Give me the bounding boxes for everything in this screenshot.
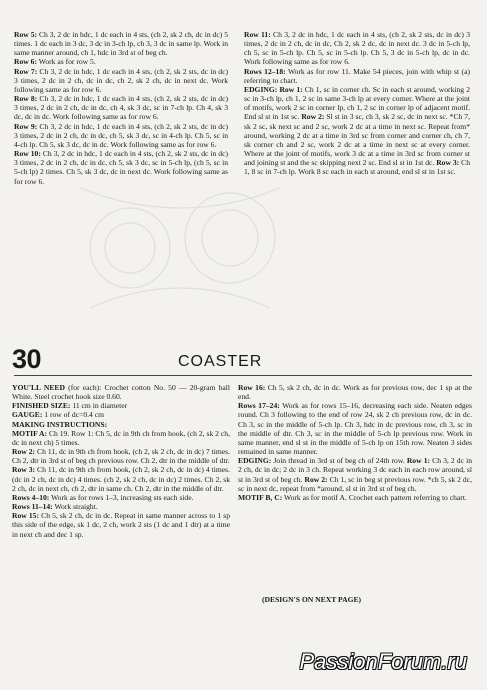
step-label: Row 7: (14, 66, 38, 76)
step-text: Ch 1, 8 sc in 7-ch lp. Work 8 sc each in each st around, end sl st in 1st sc. (244, 158, 470, 177)
instruction-paragraph (12, 511, 230, 538)
step-text: Ch 11, dc in 9th ch from hook, (ch 2, sk 2 ch, dc in dc) 7 times. Ch 2, dtr in 3rd st of beg ch previous row. Ch 2, dtr in the middle of dtr. (12, 447, 230, 466)
step-text: Ch 3, 2 dc in hdc, 1 dc each in 4 sts, (ch 2, sk 2 sts, dc in dc) 3 times, 2 dc in 2 ch, dc in dc, ch 5, sk 3 dc, sc in 4-ch lp. Ch 5, sc in 4-ch lp. Ch 5, sk 3 dc, dc in dc. Work following same as for row 6. (14, 121, 228, 149)
instruction-paragraph (238, 401, 472, 456)
instruction-paragraph (12, 493, 230, 502)
step-label: MAKING INSTRUCTIONS: (12, 419, 108, 429)
step-label: Row 10: (14, 149, 41, 159)
step-label: Row 11: (244, 30, 271, 39)
step-text: Ch 1, sc in corner ch. Sc in each st around, working 2 sc in 3-ch lp, ch 1, 2 sc in same 3-ch lp at every corner. Where at the joint of motifs, work 2 sc in corner lp, ch 1, 2 sc in corner lp of adjacent motif. End sl st in 1st sc. (244, 84, 470, 122)
step-text: Ch 5, sk 2 ch, dc in dc. Repeat in same manner across to 1 sp this side of the edge, sk 1 dc, 2 ch, work 2 sts (1 dc and 1 dtr) at a time in next ch and dec 1 sp. (12, 511, 230, 539)
step-label: Row 6: (14, 57, 37, 67)
step-text: Ch 3, 2 dc in hdc, 1 dc each in 4 sts, (ch 2, sk 2 sts, dc in dc) 3 times, 2 dc in 2 ch, dc in dc, Ch 2, sk 2 dc, dc in next dc. 3 dc in 5-ch lp, ch 5, sc in 5-ch lp. Ch 5, sc in 5-ch lp. Ch 5, 3 dc in 5-ch lp, dc in dc. Work following same as for row 6. (244, 30, 470, 67)
step-label: MOTIF B, C: (238, 492, 283, 502)
step-label: Row 3: (436, 158, 460, 168)
step-text: Work as for rows 1–3, increasing sts each side. (49, 492, 194, 502)
next-page-note: (DESIGN'S ON NEXT PAGE) (262, 595, 362, 604)
bottom-right-column (238, 383, 472, 502)
instruction-paragraph (12, 465, 230, 492)
step-text: Work straight. (52, 502, 98, 512)
instruction-paragraph (244, 67, 470, 85)
step-label: FINISHED SIZE: (12, 401, 71, 411)
instruction-paragraph (12, 410, 230, 419)
instruction-paragraph (238, 493, 472, 502)
step-text: Ch 3, 2 dc in hdc, 1 dc each in 4 sts, (ch 2, sk 2 ch, dc in dc) 5 times. 1 dc each in 3 dc, 3 dc in 3-ch lp, ch 3, 3 dc in same lp. Work in same manner around, ch 1, hdc in 3rd st of beg ch. (14, 30, 228, 58)
step-text: Sl st in 3 sc, ch 3, sk 2 sc, dc in next sc. *Ch 7, sk 2 sc, sk next sc and 2 sc, work 2 dc at a time in next sc. Repeat from* around, working 2 dc at a time in 3rd sc from corner and corner ch, ch 7, sk corner ch and 2 sc, work 2 dc at a time in next sc at every corner. Where at the joint of motifs, work 3 dc at a time in 3rd sc from corner st and joining st and the sc skipping next 2 sc. End sl st in 1st dc. (244, 112, 471, 168)
step-label: Row 1: (406, 456, 431, 466)
instruction-paragraph (244, 30, 470, 67)
step-text: Work as for rows 15–16, decreasing each side. Neaten edges round. Ch 3 following to the end of row 24, sk 2 ch previous row, dc in dc. Ch 3, sc in the middle of 5-ch lp. Ch 3, hdc in dc previous row, ch 3, sc in the middle of dtr. Ch 3, sc in the middle of 5-ch lp previous row. Work in same manner, end sl st in the middle of 5-ch lp on 15th row. Neaten 3 sides remained in same manner. (238, 401, 472, 457)
instruction-paragraph (14, 149, 228, 186)
step-label: EDGING: (238, 456, 272, 466)
instruction-paragraph (238, 456, 472, 493)
step-text: Ch 1, sc in beg st previous row. *ch 5, sk 2 dc, sc in next dc, repeat from *around, sl st in 3rd st of beg ch. (238, 474, 472, 493)
instruction-paragraph (12, 447, 230, 465)
step-text: Ch 3, 2 dc in hdc, 1 dc each in 4 sts, (ch 2, sk 2 sts, dc in dc) 3 times, 2 dc in 2 ch, dc in dc, ch 2, sk 2 ch, dc in next dc. Work following same as for row 6. (14, 66, 228, 94)
section-title: COASTER (178, 353, 263, 370)
instruction-paragraph (14, 67, 228, 94)
background-crochet-pattern (70, 168, 290, 328)
step-text: Ch 3, 2 dc in 2 ch, dc in dc; 2 dc in 3 ch. Repeat working 3 dc each in each row around, sl st in 3rd st of beg ch. (238, 456, 472, 484)
instruction-paragraph (14, 122, 228, 149)
instruction-paragraph (12, 502, 230, 511)
step-text: Work as for row 5. (37, 57, 96, 67)
section-divider (14, 375, 472, 376)
step-label: Row 3: (12, 465, 36, 475)
step-text: Ch 11, dc in 9th ch from hook, (ch 2, sk 2 ch, dc in dc) 4 times. (dc in 2 ch, dc in dc) 4 times. (ch 2, sk 2 ch, dc in dc) 2 times. Ch 2, sk 2 ch, dc in next ch, ch 2, dtr in same ch. Ch 2, dtr in the middle of dtr. (12, 465, 230, 493)
step-text: Work as for row 11. Make 54 pieces, join with whip st (a) referring to chart. (244, 66, 470, 85)
section-number: 30 (12, 344, 42, 374)
step-label: MOTIF A: (12, 428, 47, 438)
top-right-column (244, 30, 470, 177)
step-text: Ch 5, sk 2 ch, dc in dc. Work as for previous row, dec 1 sp at the end. (238, 383, 472, 402)
instruction-paragraph (12, 429, 230, 447)
instruction-paragraph (12, 420, 230, 429)
instruction-paragraph (12, 401, 230, 410)
instruction-paragraph (12, 383, 230, 401)
step-text: 1 row of dc=0.4 cm (42, 410, 105, 420)
step-text: (for each): Crochet cotton No. 50 — 20-gram ball White. Steel crochet hook size 0.60. (12, 383, 231, 402)
step-label: GAUGE: (12, 410, 43, 420)
watermark-logo: PassionForum.ru (299, 649, 467, 674)
step-label: Rows 17–24: (238, 401, 280, 411)
step-label: Row 5: (14, 30, 38, 39)
instruction-paragraph (14, 57, 228, 66)
step-label: YOU'LL NEED (12, 383, 65, 392)
step-label: Row 2: (304, 474, 328, 484)
step-text: 11 cm in diameter (70, 401, 128, 411)
step-label: Rows 11–14: (12, 502, 53, 512)
step-text: Work as for motif A. Crochet each pattern referring to chart. (282, 492, 467, 502)
step-text: Join thread in 3rd st of beg ch of 24th row. (271, 456, 407, 466)
instruction-paragraph (238, 383, 472, 401)
step-label: Row 16: (238, 383, 266, 392)
step-label: Row 2: (12, 447, 36, 457)
step-label: Row 9: (14, 121, 38, 131)
step-text: Ch 3, 2 dc in hdc, 1 dc each in 4 sts, (ch 2, sk 2 sts, dc in dc) 3 times, 2 dc in 2 ch, dc in dc, ch 4, sk 3 dc, sc in 7-ch lp. Ch 4, sk 3 dc, dc in dc. Work following same as for row 6. (14, 94, 228, 122)
instruction-paragraph (14, 94, 228, 121)
step-label: Row 2: (301, 112, 325, 122)
bottom-left-column (12, 383, 230, 539)
instruction-paragraph (244, 85, 470, 177)
step-text: Ch 19. Row 1: Ch 5, dc in 9th ch from hook, (ch 2, sk 2 ch, dc in next ch) 5 times. (12, 428, 230, 447)
step-text: Ch 3, 2 dc in hdc, 1 dc each in 4 sts, (ch 2, sk 2 sts, dc in dc) 3 times, 2 dc in 2 ch, dc in dc, ch 5, sk 3 dc, sc in 5-ch lp, (ch 5, sc in 5-ch lp) 2 times. Ch 5, sk 3 dc, dc in next dc. Work following same as for row 6. (14, 149, 228, 186)
step-label: Rows 12–18: (244, 66, 286, 76)
top-left-column (14, 30, 228, 186)
step-label: Rows 4–10: (12, 492, 50, 502)
step-label: Row 15: (12, 511, 40, 521)
instruction-paragraph (14, 30, 228, 57)
step-label: EDGING: Row 1: (244, 84, 303, 94)
step-label: Row 8: (14, 94, 38, 104)
